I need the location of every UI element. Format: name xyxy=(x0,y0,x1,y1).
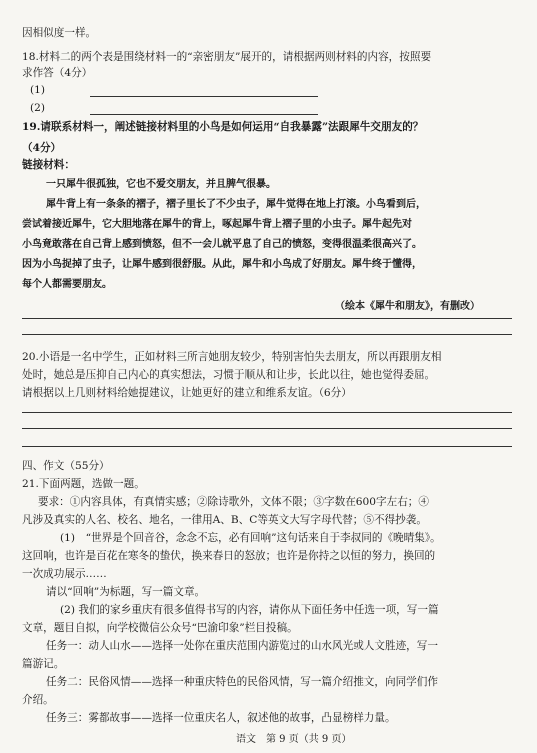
question-20-line2: 处时，她总是压抑自己内心的真实想法，习惯于顺从和让步，长此以往，她也觉得委屈。 xyxy=(22,369,436,381)
prompt-1-line2: 这回响，也许是百花在寒冬的蛰伏，换来春日的怒放；也许是你持之以恒的努力，换回的 xyxy=(22,550,436,562)
answer-line[interactable] xyxy=(22,318,512,319)
link-material-title: 链接材料： xyxy=(22,159,75,171)
passage-line: 每个人都需要朋友。 xyxy=(22,279,112,290)
requirements-line2: 凡涉及真实的人名、校名、地名，一律用A、B、C等英文大写字母代替；⑤不得抄袭。 xyxy=(22,514,427,526)
answer-line[interactable] xyxy=(22,334,512,335)
prompt-1-line3: 一次成功展示…… xyxy=(22,568,107,580)
question-21: 21.下面两题，选做一题。 xyxy=(22,478,145,490)
answer-line[interactable] xyxy=(22,446,512,447)
answer-1-line[interactable] xyxy=(90,96,318,97)
prompt-1-line4: 请以“回响”为标题，写一篇文章。 xyxy=(46,586,206,598)
question-19-line1: 19.请联系材料一，阐述链接材料里的小鸟是如何运用“自我暴露”法跟犀牛交朋友的？ xyxy=(22,121,424,133)
task-3: 任务三：雾都故事——选择一位重庆名人，叙述他的故事，凸显榜样力量。 xyxy=(46,712,396,724)
top-line: 因相似度一样。 xyxy=(22,27,97,39)
question-19-score: （4分） xyxy=(22,142,62,154)
task-1-line2: 篇游记。 xyxy=(22,658,65,670)
section-4-title: 四、作文（55分） xyxy=(22,460,110,472)
task-2-line1: 任务二：民俗风情——选择一种重庆特色的民俗风情，写一篇介绍推文，向同学们作 xyxy=(46,676,438,688)
answer-line[interactable] xyxy=(22,412,512,413)
answer-line[interactable] xyxy=(22,428,512,429)
passage-source: （绘本《犀牛和朋友》，有删改） xyxy=(335,301,480,312)
prompt-2-line2: 文章，题目自拟，向学校微信公众号“巴渝印象”栏目投稿。 xyxy=(22,622,298,634)
passage-line: 一只犀牛很孤独，它也不爱交朋友，并且脾气很暴。 xyxy=(46,179,276,190)
answer-2-line[interactable] xyxy=(90,114,318,115)
requirements-line1: 要求：①内容具体，有真情实感；②除诗歌外，文体不限；③字数在600字左右；④ xyxy=(38,496,429,508)
passage-line: 小鸟竟敢落在自己背上感到愤怒，但不一会儿就平息了自己的愤怒，变得很温柔很高兴了。 xyxy=(22,239,422,250)
answer-1-label: (1) xyxy=(30,84,46,96)
passage-line: 犀牛背上有一条条的褶子，褶子里长了不少虫子，犀牛觉得在地上打滚。小鸟看到后， xyxy=(46,199,426,210)
task-2-line2: 介绍。 xyxy=(22,694,54,706)
question-20-line3: 请根据以上几则材料给她提建议，让她更好的建立和维系友谊。（6分） xyxy=(22,387,352,399)
passage-line: 因为小鸟捉掉了虫子，让犀牛感到很舒服。从此，犀牛和小鸟成了好朋友。犀牛终于懂得， xyxy=(22,259,422,270)
answer-2-label: (2) xyxy=(30,102,46,114)
question-20-line1: 20.小语是一名中学生，正如材料三所言她朋友较少，特别害怕失去朋友，所以再跟朋友相 xyxy=(22,351,442,363)
prompt-2-line1: (2) 我们的家乡重庆有很多值得书写的内容，请你从下面任务中任选一项，写一篇 xyxy=(60,604,439,616)
question-18-line2: 求作答（4分） xyxy=(22,67,93,79)
question-18-line1: 18.材料二的两个表是围绕材料一的“亲密朋友”展开的，请根据两则材料的内容，按照要 xyxy=(22,51,432,63)
task-1-line1: 任务一：动人山水——选择一处你在重庆范围内游览过的山水风光或人文胜迹，写一 xyxy=(46,640,438,652)
prompt-1-line1: (1) “世界是个回音谷，念念不忘，必有回响”这句话来自于李叔同的《晚晴集》。 xyxy=(60,532,441,544)
passage-line: 尝试着接近犀牛，它大胆地落在犀牛的背上，啄起犀牛背上褶子里的小虫子。犀牛起先对 xyxy=(22,219,412,230)
page-footer: 语文 第 9 页（共 9 页） xyxy=(236,734,352,745)
